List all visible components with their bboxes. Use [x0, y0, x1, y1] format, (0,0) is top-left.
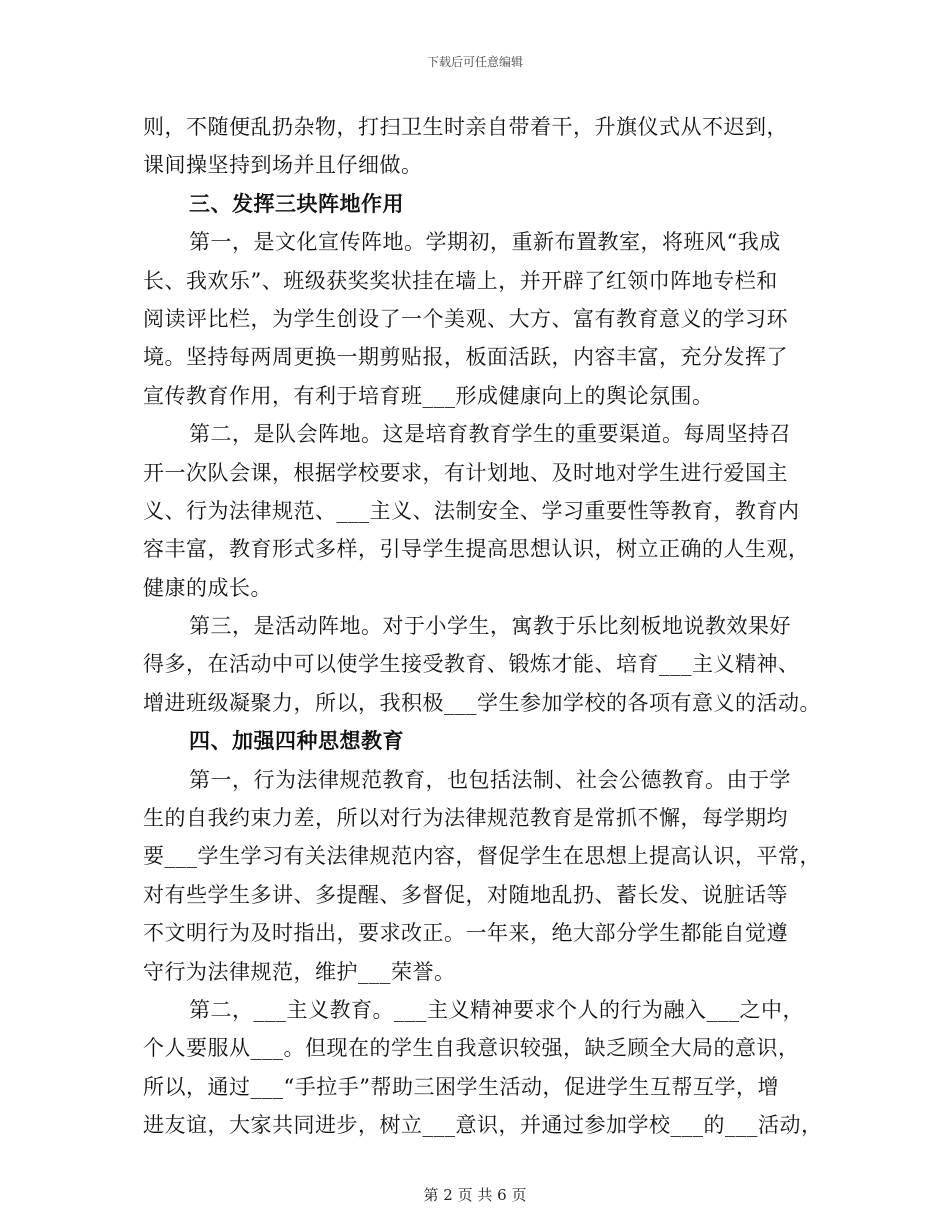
text-line: 义、行为法律规范、___主义、法制安全、学习重要性等教育，教育内: [143, 498, 800, 523]
text-line: 进友谊，大家共同进步，树立___意识，并通过参加学校___的___活动，: [143, 1113, 823, 1138]
text-line: 则，不随便乱扔杂物，打扫卫生时亲自带着干，升旗仪式从不迟到，: [143, 115, 788, 139]
text-line: 第三，是活动阵地。对于小学生，寓教于乐比刻板地说教效果好: [189, 614, 791, 639]
text-line: 所以，通过___“手拉手”帮助三困学生活动，促进学生互帮互学，增: [143, 1074, 779, 1099]
text-line: 要___学生学习有关法律规范内容，督促学生在思想上提高认识，平常，: [143, 844, 821, 869]
text-line: 个人要服从___。但现在的学生自我意识较强，缺乏顾全大局的意识，: [143, 1036, 800, 1061]
text-line: 第一，是文化宣传阵地。学期初，重新布置教室，将班风“我成: [189, 230, 781, 255]
text-line: 宣传教育作用，有利于培育班___形成健康向上的舆论氛围。: [143, 383, 714, 408]
text-line: 第一，行为法律规范教育，也包括法制、社会公德教育。由于学: [189, 767, 791, 792]
section-heading: 三、发挥三块阵地作用: [189, 190, 404, 216]
text-line: 第二，___主义教育。___主义精神要求个人的行为融入___之中，: [189, 997, 804, 1022]
text-line: 增进班级凝聚力，所以，我积极___学生参加学校的各项有意义的活动。: [143, 690, 821, 715]
page-header: 下载后可任意编辑: [426, 55, 523, 69]
text-line: 生的自我约束力差，所以对行为法律规范教育是常抓不懈，每学期均: [143, 806, 788, 831]
section-heading: 四、加强四种思想教育: [189, 728, 404, 754]
text-line: 对有些学生多讲、多提醒、多督促，对随地乱扔、蓄长发、说脏话等: [143, 882, 788, 907]
text-line: 课间操坚持到场并且仔细做。: [143, 153, 423, 178]
text-line: 阅读评比栏，为学生创设了一个美观、大方、富有教育意义的学习环: [143, 306, 788, 331]
text-line: 容丰富，教育形式多样，引导学生提高思想认识，树立正确的人生观，: [143, 537, 810, 562]
text-line: 健康的成长。: [143, 575, 272, 600]
document-body: [143, 108, 823, 1145]
text-line: 开一次队会课，根据学校要求，有计划地、及时地对学生进行爱国主: [143, 460, 788, 485]
text-line: 长、我欢乐”、班级获奖奖状挂在墙上，并开辟了红领巾阵地专栏和: [143, 268, 778, 293]
text-line: 境。坚持每两周更换一期剪贴报，板面活跃，内容丰富，充分发挥了: [143, 345, 788, 370]
text-line: 不文明行为及时指出，要求改正。一年来，绝大部分学生都能自觉遵: [143, 921, 788, 946]
page-footer: 第 2 页 共 6 页: [423, 1186, 527, 1204]
text-line: 得多，在活动中可以使学生接受教育、锻炼才能、培育___主义精神、: [143, 652, 800, 677]
text-line: 第二，是队会阵地。这是培育教育学生的重要渠道。每周坚持召: [189, 422, 791, 447]
text-line: 守行为法律规范，维护___荣誉。: [143, 959, 456, 984]
